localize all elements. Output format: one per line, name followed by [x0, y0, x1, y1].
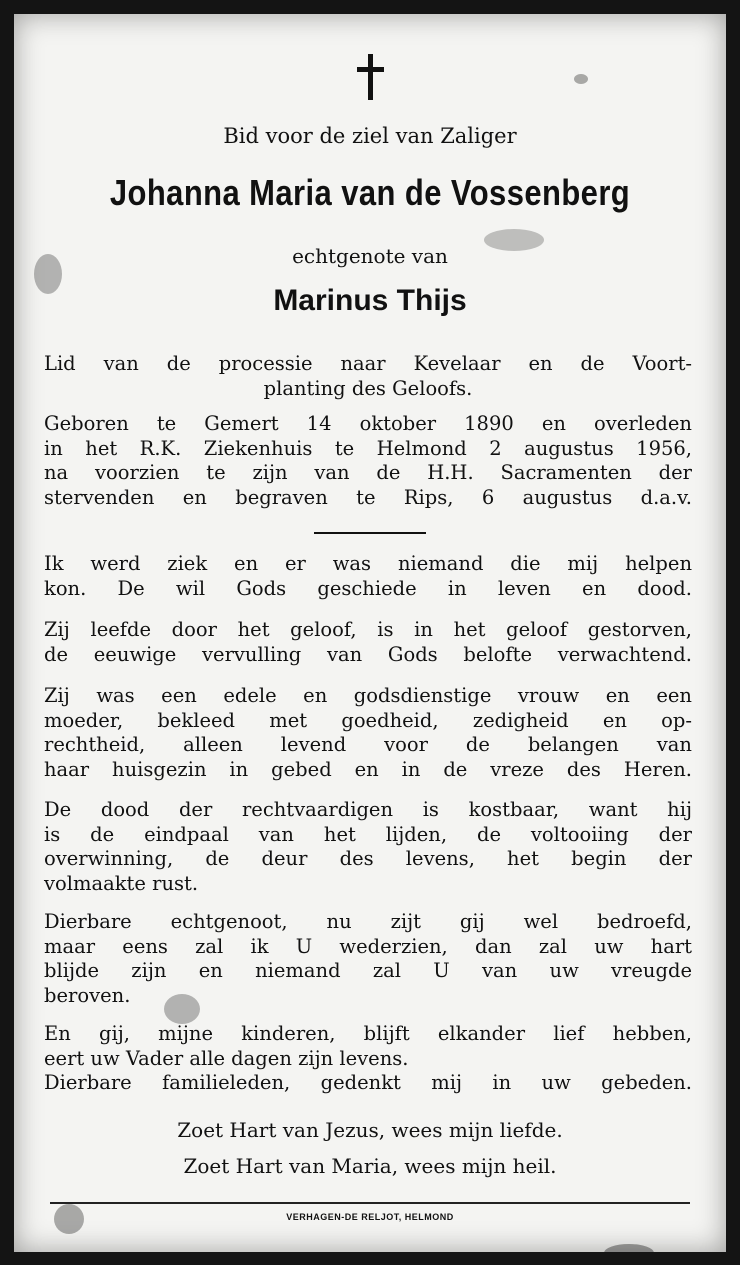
text-line: Geboren te Gemert 14 oktober 1890 en overleden [44, 412, 692, 435]
divider [314, 532, 426, 534]
spouse-label: echtgenote van [292, 244, 448, 268]
text-line: rechtheid, alleen levend voor de belangen van [44, 733, 692, 756]
paragraph-death [44, 798, 692, 896]
paragraph-faith [44, 618, 692, 667]
text-line: eert uw Vader alle dagen zijn levens. [44, 1046, 409, 1070]
text-line: Lid van de processie naar Kevelaar en de Voort- [44, 352, 692, 375]
print-speck [604, 1244, 654, 1252]
paragraph-virtues [44, 684, 692, 782]
text-line: volmaakte rust. [44, 871, 199, 895]
text-line: na voorzien te zijn van de H.H. Sacramenten der [44, 461, 692, 484]
text-line: haar huisgezin in gebed en in de vreze des Heren. [44, 757, 692, 781]
membership-paragraph [44, 352, 692, 401]
text-line: De dood der rechtvaardigen is kostbaar, want hij [44, 798, 692, 821]
intro-text: Bid voor de ziel van Zaliger [223, 124, 517, 148]
text-line: in het R.K. Ziekenhuis te Helmond 2 augustus 1956, [44, 436, 692, 460]
text-line: overwinning, de deur des levens, het begin der [44, 847, 692, 870]
text-line: maar eens zal ik U wederzien, dan zal uw hart [44, 934, 692, 958]
memorial-card [14, 14, 726, 1252]
text-line: Dierbare familieleden, gedenkt mij in uw gebeden. [44, 1071, 692, 1094]
prayer-jesus: Zoet Hart van Jezus, wees mijn liefde. [177, 1118, 563, 1142]
paragraph-children [44, 1022, 692, 1096]
bottom-rule [50, 1202, 690, 1204]
text-line: planting des Geloofs. [263, 376, 473, 400]
text-line: kon. De wil Gods geschiede in leven en dood. [44, 576, 692, 600]
text-line: beroven. [44, 983, 131, 1007]
text-line: En gij, mijne kinderen, blijft elkander lief hebben, [44, 1022, 692, 1045]
text-line: de eeuwige vervulling van Gods belofte verwachtend. [44, 642, 692, 666]
text-line: Dierbare echtgenoot, nu zijt gij wel bedroefd, [44, 910, 692, 933]
text-line: is de eindpaal van het lijden, de voltooiing der [44, 822, 692, 846]
text-line: Zij leefde door het geloof, is in het geloof gestorven, [44, 618, 692, 641]
deceased-name: Johanna Maria van de Vossenberg [109, 172, 631, 213]
printer-credit: VERHAGEN-DE RELJOT, HELMOND [286, 1212, 454, 1222]
paragraph-illness [44, 552, 692, 601]
text-line: blijde zijn en niemand zal U van uw vreugde [44, 959, 692, 982]
paragraph-spouse [44, 910, 692, 1008]
cross-icon [351, 54, 391, 102]
text-line: Ik werd ziek en er was niemand die mij helpen [44, 552, 692, 575]
prayer-maria: Zoet Hart van Maria, wees mijn heil. [183, 1154, 557, 1178]
birth-death-paragraph [44, 412, 692, 510]
spouse-name: Marinus Thijs [273, 284, 467, 317]
print-speck [574, 74, 588, 84]
text-line: moeder, bekleed met goedheid, zedigheid en op- [44, 708, 692, 732]
text-line: Zij was een edele en godsdienstige vrouw en een [44, 684, 692, 707]
text-line: stervenden en begraven te Rips, 6 augustus d.a.v. [44, 485, 692, 509]
